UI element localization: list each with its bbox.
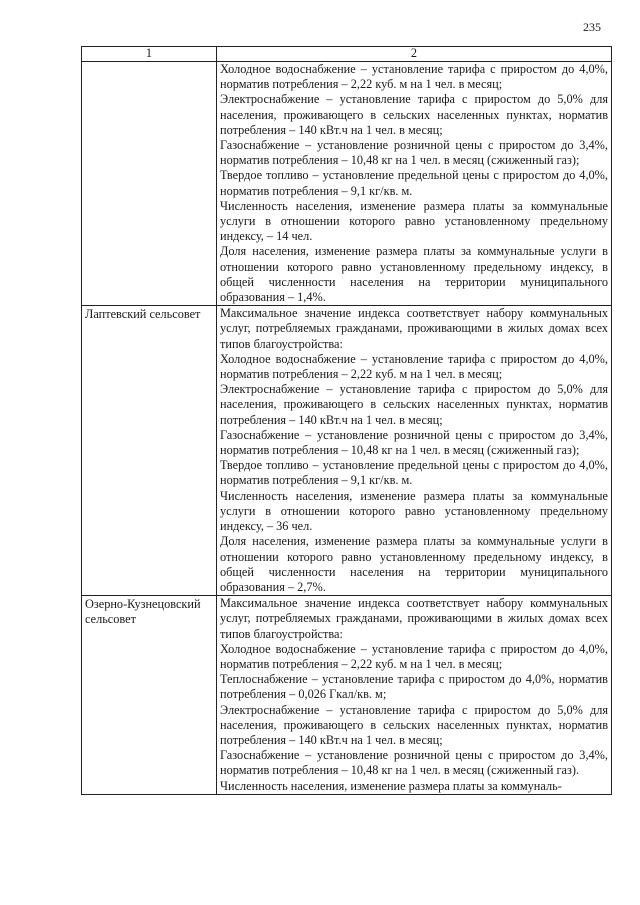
paragraph: Электроснабжение – установление тарифа с приростом до 5,0% для населения, проживающего в сельских населенных пунктах, норматив потребления – 140 кВт.ч на 1 чел. в месяц; [220, 382, 608, 427]
paragraph: Максимальное значение индекса соответствует набору коммунальных услуг, потребляемых гражданами, проживающими в жилых домах всех типов благоустройства: [220, 596, 608, 641]
paragraph: Численность населения, изменение размера платы за коммунальные услуги в отношении которого равно установленному предельному индексу, – 36 чел. [220, 488, 608, 534]
municipality-name: Лаптевский сельсовет [82, 306, 217, 596]
paragraph: Максимальное значение индекса соответствует набору коммунальных услуг, потребляемых гражданами, проживающими в жилых домах всех типов благоустройства: [220, 306, 608, 351]
paragraph: Газоснабжение – установление розничной цены с приростом до 3,4%, норматив потребления – 10,48 кг на 1 чел. в месяц (сжиженный газ). [220, 748, 608, 778]
paragraph: Холодное водоснабжение – установление тарифа с приростом до 4,0%, норматив потребления – 2,22 куб. м на 1 чел. в месяц; [220, 62, 608, 92]
table-row [82, 596, 612, 795]
paragraph: Электроснабжение – установление тарифа с приростом до 5,0% для населения, проживающего в сельских населенных пунктах, норматив потребления – 140 кВт.ч на 1 чел. в месяц; [220, 702, 608, 747]
indicator-description [217, 596, 612, 795]
indicator-description [217, 306, 612, 596]
table-row [82, 62, 612, 306]
municipality-name [82, 62, 217, 306]
paragraph: Холодное водоснабжение – установление тарифа с приростом до 4,0%, норматив потребления – 2,22 куб. м на 1 чел. в месяц; [220, 351, 608, 382]
column-header-2: 2 [217, 47, 612, 62]
table-row [82, 306, 612, 596]
paragraph: Доля населения, изменение размера платы за коммунальные услуги в отношении которого равно установленному предельному индексу, в общей численности населения на территории муниципального образования – 2,7%. [220, 534, 608, 594]
paragraph: Электроснабжение – установление тарифа с приростом до 5,0% для населения, проживающего в сельских населенных пунктах, норматив потребления – 140 кВт.ч на 1 чел. в месяц; [220, 92, 608, 137]
paragraph: Доля населения, изменение размера платы за коммунальные услуги в отношении которого равно установленному предельному индексу, в общей численности населения на территории муниципального образования – 1,4%. [220, 244, 608, 305]
paragraph: Газоснабжение – установление розничной цены с приростом до 3,4%, норматив потребления – 10,48 кг на 1 чел. в месяц (сжиженный газ); [220, 427, 608, 458]
indicator-description [217, 62, 612, 306]
paragraph: Газоснабжение – установление розничной цены с приростом до 3,4%, норматив потребления – 10,48 кг на 1 чел. в месяц (сжиженный газ); [220, 138, 608, 168]
paragraph: Холодное водоснабжение – установление тарифа с приростом до 4,0%, норматив потребления – 2,22 куб. м на 1 чел. в месяц; [220, 641, 608, 671]
paragraph: Теплоснабжение – установление тарифа с приростом до 4,0%, норматив потребления – 0,026 Гкал/кв. м; [220, 672, 608, 702]
paragraph: Численность населения, изменение размера платы за коммуналь- [220, 778, 562, 793]
page-number: 235 [583, 20, 601, 34]
paragraph: Твердое топливо – установление предельной цены с приростом до 4,0%, норматив потребления – 9,1 кг/кв. м. [220, 458, 608, 488]
municipality-name: Озерно-Кузнецовский сельсовет [82, 596, 217, 795]
column-header-1: 1 [82, 47, 217, 62]
header-row [82, 47, 612, 62]
paragraph: Численность населения, изменение размера платы за коммунальные услуги в отношении которого равно установленному предельному индексу, – 14 чел. [220, 198, 608, 244]
paragraph: Твердое топливо – установление предельной цены с приростом до 4,0%, норматив потребления – 9,1 кг/кв. м. [220, 168, 608, 198]
indices-table [81, 46, 612, 795]
